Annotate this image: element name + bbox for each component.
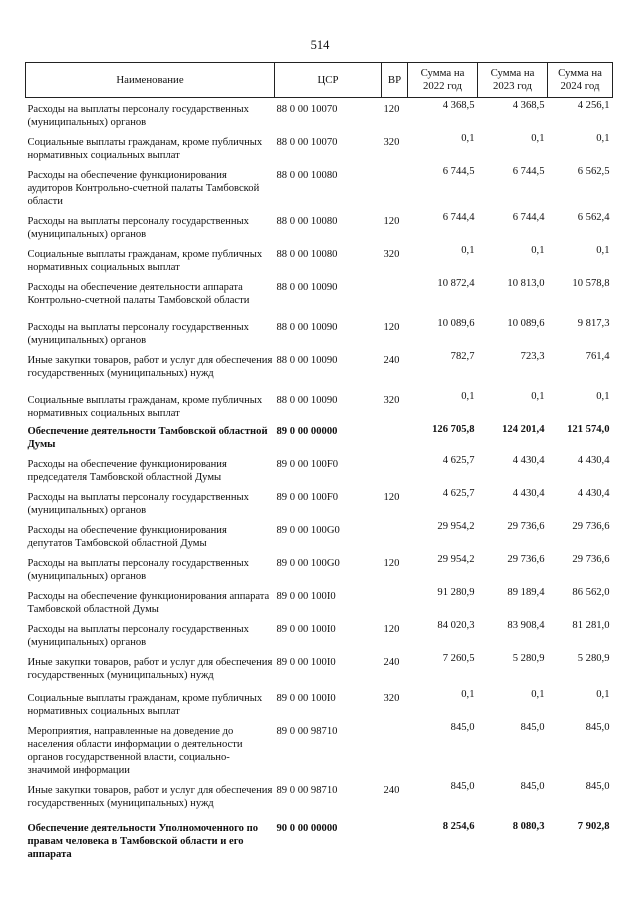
table-row xyxy=(26,779,613,819)
row-vr: 120 xyxy=(383,216,400,227)
row-sum-2023: 4 430,4 xyxy=(512,455,545,466)
table-row xyxy=(26,453,613,486)
row-sum-2024: 0,1 xyxy=(596,391,610,402)
row-sum-2022: 6 744,5 xyxy=(442,166,475,177)
table-row xyxy=(26,819,613,863)
row-csr: 88 0 00 10090 xyxy=(276,355,338,366)
row-csr: 88 0 00 10090 xyxy=(276,322,338,333)
row-name: Социальные выплаты гражданам, кроме публичных нормативных социальных выплат xyxy=(27,395,263,419)
row-sum-2024: 845,0 xyxy=(585,722,610,733)
row-sum-2023: 124 201,4 xyxy=(502,424,545,435)
row-sum-2024: 0,1 xyxy=(596,133,610,144)
row-sum-2024: 0,1 xyxy=(596,689,610,700)
row-csr: 89 0 00 98710 xyxy=(276,785,338,796)
row-sum-2023: 723,3 xyxy=(520,351,545,362)
row-vr: 320 xyxy=(383,249,400,260)
row-sum-2022: 845,0 xyxy=(450,781,475,792)
row-sum-2022: 0,1 xyxy=(461,245,475,256)
row-csr: 88 0 00 10090 xyxy=(276,282,338,293)
header-sum-2024: Сумма на 2024 год xyxy=(548,63,613,98)
row-vr: 320 xyxy=(383,137,400,148)
row-sum-2023: 5 280,9 xyxy=(512,653,545,664)
row-sum-2023: 0,1 xyxy=(531,689,545,700)
row-vr: 320 xyxy=(383,693,400,704)
row-sum-2024: 29 736,6 xyxy=(572,554,610,565)
row-csr: 89 0 00 100F0 xyxy=(276,459,339,470)
table-row xyxy=(26,720,613,779)
row-name: Расходы на выплаты персоналу государственных (муниципальных) органов xyxy=(27,558,249,582)
row-vr: 320 xyxy=(383,395,400,406)
header-name: Наименование xyxy=(26,63,275,98)
row-sum-2022: 10 872,4 xyxy=(437,278,475,289)
row-sum-2023: 4 430,4 xyxy=(512,488,545,499)
row-vr xyxy=(382,453,408,486)
row-sum-2022: 8 254,6 xyxy=(442,821,475,832)
row-sum-2022: 84 020,3 xyxy=(437,620,475,631)
table-row xyxy=(26,164,613,210)
row-vr xyxy=(382,585,408,618)
table-row xyxy=(26,585,613,618)
row-sum-2023: 845,0 xyxy=(520,781,545,792)
header-sum-2023: Сумма на 2023 год xyxy=(478,63,548,98)
row-csr: 90 0 00 00000 xyxy=(276,823,338,834)
row-name: Расходы на обеспечение функционирования председателя Тамбовской областной Думы xyxy=(27,459,227,483)
row-vr: 120 xyxy=(383,492,400,503)
row-vr xyxy=(382,164,408,210)
row-csr: 88 0 00 10080 xyxy=(276,170,338,181)
row-vr: 120 xyxy=(383,624,400,635)
row-sum-2022: 4 368,5 xyxy=(442,100,475,111)
row-sum-2022: 0,1 xyxy=(461,391,475,402)
row-sum-2024: 4 430,4 xyxy=(577,455,610,466)
row-vr xyxy=(382,519,408,552)
row-sum-2022: 126 705,8 xyxy=(432,424,475,435)
row-sum-2024: 86 562,0 xyxy=(572,587,610,598)
row-sum-2023: 6 744,5 xyxy=(512,166,545,177)
row-vr xyxy=(382,422,408,453)
row-vr: 240 xyxy=(383,657,400,668)
table-row xyxy=(26,486,613,519)
row-sum-2022: 782,7 xyxy=(450,351,475,362)
table-row xyxy=(26,276,613,316)
row-name: Иные закупки товаров, работ и услуг для обеспечения государственных (муниципальных) нужд xyxy=(27,785,273,809)
row-sum-2023: 10 813,0 xyxy=(507,278,545,289)
row-sum-2022: 0,1 xyxy=(461,689,475,700)
row-sum-2024: 121 574,0 xyxy=(567,424,610,435)
row-name: Иные закупки товаров, работ и услуг для обеспечения государственных (муниципальных) нужд xyxy=(27,657,273,681)
row-vr: 240 xyxy=(383,785,400,796)
row-sum-2022: 0,1 xyxy=(461,133,475,144)
table-row xyxy=(26,131,613,164)
row-sum-2022: 29 954,2 xyxy=(437,554,475,565)
row-vr: 240 xyxy=(383,355,400,366)
row-sum-2024: 761,4 xyxy=(585,351,610,362)
row-sum-2023: 83 908,4 xyxy=(507,620,545,631)
row-name: Обеспечение деятельности Уполномоченного по правам человека в Тамбовской области и его аппарата xyxy=(27,823,258,860)
row-csr: 88 0 00 10080 xyxy=(276,216,338,227)
row-sum-2024: 6 562,4 xyxy=(577,212,610,223)
header-vr: ВР xyxy=(382,63,408,98)
row-csr: 88 0 00 10070 xyxy=(276,137,338,148)
table-row xyxy=(26,243,613,276)
row-name: Социальные выплаты гражданам, кроме публичных нормативных социальных выплат xyxy=(27,249,263,273)
row-sum-2022: 4 625,7 xyxy=(442,455,475,466)
row-sum-2024: 4 256,1 xyxy=(577,100,610,111)
table-row xyxy=(26,389,613,422)
row-csr: 88 0 00 10080 xyxy=(276,249,338,260)
row-vr xyxy=(382,720,408,779)
row-vr: 120 xyxy=(383,104,400,115)
table-row xyxy=(26,210,613,243)
row-sum-2023: 0,1 xyxy=(531,245,545,256)
table-row xyxy=(26,651,613,687)
row-csr: 89 0 00 00000 xyxy=(276,426,338,437)
row-sum-2023: 4 368,5 xyxy=(512,100,545,111)
row-csr: 89 0 00 100I0 xyxy=(276,591,336,602)
row-vr: 120 xyxy=(383,558,400,569)
row-csr: 88 0 00 10090 xyxy=(276,395,338,406)
row-csr: 89 0 00 100G0 xyxy=(276,525,340,536)
row-sum-2023: 8 080,3 xyxy=(512,821,545,832)
row-csr: 89 0 00 100F0 xyxy=(276,492,339,503)
row-csr: 89 0 00 98710 xyxy=(276,726,338,737)
row-vr xyxy=(382,276,408,316)
page-number: 514 xyxy=(310,38,330,52)
row-sum-2024: 9 817,3 xyxy=(577,318,610,329)
row-sum-2022: 29 954,2 xyxy=(437,521,475,532)
row-name: Расходы на выплаты персоналу государственных (муниципальных) органов xyxy=(27,322,249,346)
row-name: Расходы на выплаты персоналу государственных (муниципальных) органов xyxy=(27,624,249,648)
row-sum-2024: 5 280,9 xyxy=(577,653,610,664)
row-name: Расходы на обеспечение функционирования депутатов Тамбовской областной Думы xyxy=(27,525,227,549)
row-sum-2022: 7 260,5 xyxy=(442,653,475,664)
row-csr: 89 0 00 100I0 xyxy=(276,657,336,668)
table-header xyxy=(26,63,613,98)
row-sum-2023: 29 736,6 xyxy=(507,554,545,565)
row-csr: 89 0 00 100G0 xyxy=(276,558,340,569)
row-sum-2024: 4 430,4 xyxy=(577,488,610,499)
row-sum-2024: 7 902,8 xyxy=(577,821,610,832)
row-sum-2024: 6 562,5 xyxy=(577,166,610,177)
row-csr: 89 0 00 100I0 xyxy=(276,624,336,635)
table-row xyxy=(26,519,613,552)
row-name: Расходы на обеспечение деятельности аппарата Контрольно-счетной палаты Тамбовской области xyxy=(27,282,250,306)
row-csr: 88 0 00 10070 xyxy=(276,104,338,115)
row-name: Расходы на обеспечение функционирования аппарата Тамбовской областной Думы xyxy=(27,591,270,615)
table-row xyxy=(26,349,613,389)
header-sum-2022: Сумма на 2022 год xyxy=(408,63,478,98)
budget-table xyxy=(25,62,613,863)
row-name: Расходы на выплаты персоналу государственных (муниципальных) органов xyxy=(27,104,249,128)
row-sum-2023: 6 744,4 xyxy=(512,212,545,223)
row-name: Расходы на выплаты персоналу государственных (муниципальных) органов xyxy=(27,492,249,516)
row-name: Расходы на обеспечение функционирования аудиторов Контрольно-счетной палаты Тамбовской области xyxy=(27,170,260,207)
row-sum-2024: 845,0 xyxy=(585,781,610,792)
row-name: Обеспечение деятельности Тамбовской областной Думы xyxy=(27,426,268,450)
table-row xyxy=(26,687,613,720)
table-row xyxy=(26,316,613,349)
row-name: Социальные выплаты гражданам, кроме публичных нормативных социальных выплат xyxy=(27,137,263,161)
row-sum-2023: 89 189,4 xyxy=(507,587,545,598)
row-name: Иные закупки товаров, работ и услуг для обеспечения государственных (муниципальных) нужд xyxy=(27,355,273,379)
table-row xyxy=(26,98,613,132)
row-vr: 120 xyxy=(383,322,400,333)
row-sum-2023: 0,1 xyxy=(531,133,545,144)
row-sum-2022: 91 280,9 xyxy=(437,587,475,598)
row-sum-2023: 29 736,6 xyxy=(507,521,545,532)
table-body xyxy=(26,98,613,864)
table-row xyxy=(26,552,613,585)
row-name: Мероприятия, направленные на доведение до населения области информации о деятельности органов государственной власти, социально-значимой информации xyxy=(27,726,243,776)
row-vr xyxy=(382,819,408,863)
row-sum-2023: 845,0 xyxy=(520,722,545,733)
table-row xyxy=(26,422,613,453)
row-sum-2022: 10 089,6 xyxy=(437,318,475,329)
header-csr: ЦСР xyxy=(275,63,382,98)
row-sum-2024: 81 281,0 xyxy=(572,620,610,631)
row-sum-2023: 10 089,6 xyxy=(507,318,545,329)
row-sum-2024: 29 736,6 xyxy=(572,521,610,532)
row-csr: 89 0 00 100I0 xyxy=(276,693,336,704)
row-sum-2023: 0,1 xyxy=(531,391,545,402)
row-name: Расходы на выплаты персоналу государственных (муниципальных) органов xyxy=(27,216,249,240)
row-sum-2022: 845,0 xyxy=(450,722,475,733)
table-row xyxy=(26,618,613,651)
row-sum-2024: 0,1 xyxy=(596,245,610,256)
row-sum-2022: 6 744,4 xyxy=(442,212,475,223)
row-name: Социальные выплаты гражданам, кроме публичных нормативных социальных выплат xyxy=(27,693,263,717)
row-sum-2022: 4 625,7 xyxy=(442,488,475,499)
row-sum-2024: 10 578,8 xyxy=(572,278,610,289)
